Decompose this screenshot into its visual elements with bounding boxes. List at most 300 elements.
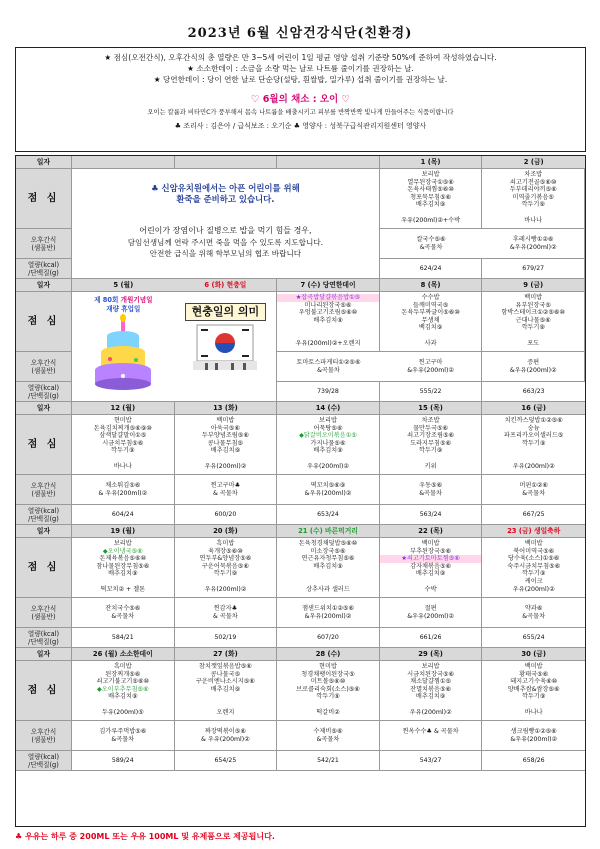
snack-item: 머핀①②⑥ bbox=[519, 481, 548, 489]
menu-item: 포도 bbox=[527, 339, 540, 347]
kcal-value: 667/25 bbox=[482, 505, 585, 525]
snack-menu bbox=[277, 352, 380, 382]
day-header-empty bbox=[277, 156, 380, 169]
menu-item bbox=[175, 693, 277, 701]
menu-item: 수수밥 bbox=[421, 294, 440, 301]
snack-item: &우유(200ml)② bbox=[510, 735, 558, 743]
lunch-menu bbox=[277, 292, 380, 352]
lunch-menu bbox=[380, 538, 483, 598]
snack-item: &곡물차 bbox=[111, 735, 135, 743]
snack-item: 떡꼬치⑤⑥⑨ bbox=[310, 481, 346, 489]
menu-item: 참나물된장무침⑤⑥ bbox=[96, 562, 150, 570]
lunch-menu bbox=[380, 661, 483, 721]
snack-item: 찐고구마♣ bbox=[210, 481, 241, 489]
snack-item: 김가루주먹밥⑤⑥ bbox=[99, 727, 147, 735]
menu-item: 쇠고기불고기⑤⑥⑩ bbox=[96, 678, 150, 686]
snack-item: 찐옥수수♣ & 곡물차 bbox=[402, 727, 459, 735]
menu-item: ★잡곡밥달걀볶음밥①⑤ bbox=[277, 294, 379, 302]
menu-item: 도라지무침⑤⑥ bbox=[410, 439, 452, 447]
snack-menu bbox=[277, 598, 380, 628]
snack-menu bbox=[380, 721, 483, 751]
menu-item: 청경채팽이된장국⑤ bbox=[301, 670, 355, 678]
menu-item: 황태국⑤⑥ bbox=[519, 670, 549, 678]
day-header: 22 (목) bbox=[380, 525, 483, 538]
menu-item: 돈육김치찌개⑤⑥⑨⑩ bbox=[93, 424, 152, 432]
date-label: 일자 bbox=[16, 402, 72, 415]
snack-label-line: 오후간식 bbox=[30, 481, 57, 490]
menu-item: 쇠고기전골⑤⑥⑩ bbox=[509, 178, 557, 186]
menu-item: 백미밥 bbox=[524, 540, 543, 547]
menu-item: 보리밥 bbox=[421, 171, 440, 178]
lunch-menu bbox=[175, 415, 278, 475]
menu-item: 흑미밥 bbox=[216, 540, 235, 547]
kcal-value: 658/26 bbox=[482, 751, 585, 771]
menu-item: 두부양념조림⑤⑥ bbox=[201, 432, 249, 440]
notice-box bbox=[15, 47, 586, 152]
menu-item: 미나리된장국⑤⑥ bbox=[304, 301, 352, 309]
snack-menu bbox=[482, 475, 585, 505]
kcal-label-line: 열량(kcal) bbox=[27, 506, 60, 515]
menu-item: 근대나물⑤⑥ bbox=[515, 316, 551, 324]
kcal-label bbox=[16, 505, 72, 525]
snack-menu bbox=[482, 598, 585, 628]
footer-note: ♣ 우유는 하루 중 200ML 또는 우유 100ML 및 유제품으로 제공됩니다. bbox=[15, 832, 275, 841]
snack-label bbox=[16, 475, 72, 505]
lunch-menu bbox=[72, 415, 175, 475]
menu-item: 함박스테이크①②⑤⑥⑩ bbox=[501, 309, 565, 317]
snack-item: & 우유(200ml)② bbox=[201, 735, 250, 743]
snack-item bbox=[430, 736, 432, 744]
menu-item: 연두부&양념장⑤⑥ bbox=[199, 555, 252, 563]
kcal-value: 584/21 bbox=[72, 628, 175, 648]
snack-item: 수제비⑤⑥ bbox=[313, 727, 343, 735]
kcal-value: 604/24 bbox=[72, 505, 175, 525]
staff-line: ♣ 조리사 : 김은아 / 급식보조 : 오기순 ♣ 영양사 : 성북구급식관리지원센터 영양사 bbox=[174, 122, 427, 130]
menu-item: 백미밥 bbox=[421, 540, 440, 547]
birthday-cake-icon bbox=[88, 314, 158, 392]
day-header: 19 (월) bbox=[72, 525, 175, 538]
menu-item: 북어미역국⑤⑥ bbox=[513, 547, 555, 555]
snack-item: 토마토스파게티①②⑤⑥ bbox=[296, 358, 361, 366]
menu-item: 백미밥 bbox=[524, 663, 543, 670]
menu-item: 돈육청경채덮밥⑤⑥⑩ bbox=[298, 540, 358, 547]
menu-item bbox=[380, 701, 482, 709]
kcal-value: 653/24 bbox=[277, 505, 380, 525]
menu-item: 유부된장국⑤ bbox=[515, 301, 551, 309]
lunch-menu bbox=[380, 169, 483, 229]
lunch-menu bbox=[277, 415, 380, 475]
menu-item: 연근유자청무침⑤⑥ bbox=[301, 555, 355, 563]
menu-item: 배추김치⑨ bbox=[313, 316, 343, 324]
kcal-value: 542/21 bbox=[277, 751, 380, 771]
snack-label-line: 오후간식 bbox=[30, 235, 57, 244]
kcal-value: 589/24 bbox=[72, 751, 175, 771]
lunch-label: 점 심 bbox=[16, 292, 72, 352]
snack-item: &곡물차 bbox=[316, 735, 340, 743]
closed-notice bbox=[72, 169, 380, 279]
kcal-value: 663/23 bbox=[482, 382, 585, 402]
monthly-vegetable-title: ♡ 6월의 채소 : 오이 ♡ bbox=[250, 94, 351, 105]
menu-item: 배추김치⑨ bbox=[415, 201, 446, 209]
snack-item: & 곡물차 bbox=[213, 489, 238, 497]
menu-item: ★쇠고기토마토찜⑤⑥ bbox=[380, 555, 482, 563]
menu-item: 파프리카오이샐러드⑤ bbox=[504, 432, 564, 440]
snack-menu bbox=[380, 229, 483, 259]
menu-item: 육개장⑤⑥⑩ bbox=[208, 547, 243, 555]
snack-menu bbox=[380, 352, 483, 382]
menu-item: 들깨미역국⑤ bbox=[412, 301, 449, 309]
menu-item: 깍두기⑨ bbox=[521, 324, 545, 332]
kcal-value: 600/20 bbox=[175, 505, 278, 525]
poster-text bbox=[94, 296, 152, 305]
snack-label-line: (샘물반) bbox=[31, 366, 56, 375]
menu-item: 미역줄기볶음⑤ bbox=[512, 193, 554, 201]
day-header: 7 (수) 당연한데이 bbox=[277, 279, 380, 292]
menu-item: 어묵탕⑤⑥ bbox=[313, 424, 343, 432]
lunch-menu bbox=[72, 661, 175, 721]
menu-item bbox=[277, 455, 379, 463]
snack-item: &곡물차 bbox=[111, 612, 135, 620]
kcal-label-line: /단백질(g) bbox=[28, 268, 59, 277]
menu-item: 백미밥 bbox=[524, 294, 543, 301]
closed-notice-line: ♣ 신암유치원에서는 아픈 어린이를 위해 bbox=[151, 183, 300, 193]
snack-menu bbox=[72, 721, 175, 751]
menu-item: 돈육두부짜글이⑤⑥⑩ bbox=[401, 309, 460, 317]
kcal-value: 661/26 bbox=[380, 628, 483, 648]
snack-label bbox=[16, 229, 72, 259]
lunch-menu bbox=[380, 292, 483, 352]
kcal-label-line: 열량(kcal) bbox=[27, 752, 60, 761]
menu-item bbox=[380, 455, 482, 463]
menu-item bbox=[380, 332, 482, 340]
snack-label-line: 오후간식 bbox=[30, 358, 57, 367]
menu-item: 브로콜리숙회(소스)⑤⑥ bbox=[296, 685, 360, 693]
menu-item: 시금치무침⑤⑥ bbox=[102, 439, 144, 447]
snack-item: 절편 bbox=[424, 604, 437, 612]
snack-item: 찐고구마 bbox=[418, 358, 443, 366]
snack-item: &곡물차 bbox=[522, 612, 546, 620]
menu-item: 우엉불고기조림⑤⑥⑩ bbox=[298, 309, 358, 317]
menu-item bbox=[482, 332, 584, 340]
snack-item: &우유(200ml)② bbox=[509, 243, 557, 251]
menu-item: 우유(200ml)②+수박 bbox=[401, 216, 461, 224]
menu-item: 배추김치⑨ bbox=[108, 693, 138, 701]
lunch-menu bbox=[482, 292, 585, 352]
menu-item: 삼색달걀말이①⑤ bbox=[99, 432, 147, 440]
kcal-label bbox=[16, 382, 72, 402]
lunch-menu bbox=[482, 169, 585, 229]
snack-item: &우유(200ml)② bbox=[304, 612, 352, 620]
kcal-value: 502/19 bbox=[175, 628, 278, 648]
snack-menu bbox=[482, 721, 585, 751]
menu-item: 양배추쌈&쌈장⑤⑥ bbox=[507, 685, 560, 693]
notice-line: ★ 당연한데이 : 당이 연한 날로 단순당(설탕, 흰쌀밥, 밀가루) 섭취 줄이기를 권장하는 날. bbox=[153, 75, 448, 84]
kcal-value: 624/24 bbox=[380, 259, 483, 279]
day-header: 27 (화) bbox=[175, 648, 278, 661]
snack-label bbox=[16, 352, 72, 382]
menu-item: 깍두기⑨ bbox=[418, 447, 443, 455]
menu-item: 배추김치⑨ bbox=[415, 693, 446, 701]
kcal-value: 655/24 bbox=[482, 628, 585, 648]
day-header: 21 (수) 바른먹거리 bbox=[277, 525, 380, 538]
menu-item: 숭늉 bbox=[527, 424, 540, 432]
snack-item: 증편 bbox=[527, 358, 540, 366]
lunch-menu bbox=[482, 538, 585, 598]
day-header: 30 (금) bbox=[482, 648, 585, 661]
notice-line: ★ 소소한데이 : 소금을 소량 먹는 날로 나트륨 줄이기를 권장하는 날. bbox=[187, 64, 414, 73]
kcal-label bbox=[16, 628, 72, 648]
menu-item: 우유(200ml)② bbox=[512, 585, 555, 593]
menu-item: 두유(200ml)⑤ bbox=[101, 708, 144, 716]
menu-item bbox=[175, 701, 277, 709]
menu-item bbox=[380, 578, 482, 586]
snack-item: 잼샌드위치①②⑤⑥ bbox=[301, 604, 355, 612]
snack-item: 찐감자♣ bbox=[213, 604, 238, 612]
kcal-value: 563/24 bbox=[380, 505, 483, 525]
lunch-menu bbox=[277, 661, 380, 721]
kcal-value: 739/28 bbox=[277, 382, 380, 402]
day-header-empty bbox=[72, 156, 175, 169]
kcal-label-line: 열량(kcal) bbox=[27, 383, 60, 392]
lunch-menu bbox=[482, 415, 585, 475]
day-header: 15 (목) bbox=[380, 402, 483, 415]
snack-item: 짜장떡볶이⑤⑥ bbox=[204, 727, 246, 735]
menu-item: 백김치⑨ bbox=[418, 324, 443, 332]
snack-menu bbox=[380, 598, 483, 628]
day-header: 29 (목) bbox=[380, 648, 483, 661]
menu-item: 가지나물⑤⑥ bbox=[310, 439, 346, 447]
menu-item: ◆닭갈비오이볶음①⑤ bbox=[299, 432, 357, 440]
menu-item: 콩나물무침⑤ bbox=[207, 439, 244, 447]
menu-item: 부추된장국⑤⑥ bbox=[410, 547, 452, 555]
menu-item: 채소달걀찜①⑤ bbox=[410, 678, 452, 686]
menu-item bbox=[277, 578, 379, 586]
snack-menu bbox=[482, 229, 585, 259]
closed-notice-line: 어린이가 장염이나 질병으로 밥을 먹기 힘들 경우, bbox=[139, 226, 312, 235]
day-header: 23 (금) 생일축하 bbox=[482, 525, 585, 538]
snack-label bbox=[16, 721, 72, 751]
menu-item: 돈육사태찜⑤⑥⑩ bbox=[407, 186, 454, 194]
lunch-label: 점 심 bbox=[16, 538, 72, 598]
closed-notice-line: 안전한 급식을 위해 학부모님의 협조 바랍니다 bbox=[149, 249, 302, 258]
notice-line: ★ 점심(오전간식), 오후간식의 총 열량은 만 3~5세 어린이 1일 평균 영양 섭취 기준량 50%에 준하여 작성하였습니다. bbox=[104, 53, 497, 62]
snack-menu bbox=[277, 475, 380, 505]
kcal-value: 679/27 bbox=[482, 259, 585, 279]
kcal-label bbox=[16, 259, 72, 279]
menu-item: 차조밥 bbox=[421, 417, 440, 424]
snack-item: &곡물차 bbox=[419, 489, 442, 497]
menu-item: 참치깻잎볶음밥⑤⑥ bbox=[198, 663, 252, 670]
menu-item: 우유(200ml)② bbox=[307, 462, 349, 470]
kcal-label-line: /단백질(g) bbox=[28, 391, 59, 400]
snack-label-line: (샘물반) bbox=[31, 489, 56, 498]
menu-item: 보리밥 bbox=[113, 540, 132, 547]
snack-menu bbox=[380, 475, 483, 505]
kcal-value: 555/22 bbox=[380, 382, 483, 402]
menu-item: 구운비엔나소시지⑤⑥ bbox=[195, 678, 255, 686]
korean-flag-icon bbox=[191, 321, 259, 371]
snack-item: &곡물차 bbox=[317, 366, 340, 374]
kcal-label-line: 열량(kcal) bbox=[27, 629, 60, 638]
snack-label-line: 오후간식 bbox=[30, 727, 57, 736]
menu-item: 미트볼⑤⑥⑩ bbox=[310, 678, 346, 686]
menu-item: 깍두기⑨ bbox=[521, 693, 546, 701]
day-header: 6 (화) 현충일 bbox=[175, 279, 278, 292]
menu-item: 배추김치⑨ bbox=[210, 447, 241, 455]
menu-item: 깍두기⑨ bbox=[521, 439, 546, 447]
snack-item: & 우유(200ml)② bbox=[98, 489, 148, 497]
snack-item: 생크림빵①②⑤⑥ bbox=[510, 727, 557, 735]
snack-label-line: (샘물반) bbox=[31, 735, 56, 744]
day-header: 20 (화) bbox=[175, 525, 278, 538]
snack-item: &우유(200ml)② bbox=[407, 612, 454, 620]
kcal-label-line: /단백질(g) bbox=[28, 514, 59, 523]
menu-item: 떡갈비② bbox=[316, 708, 340, 716]
menu-item: 시금치된장국⑤⑥ bbox=[407, 670, 455, 678]
snack-item: &곡물차 bbox=[419, 243, 443, 251]
menu-table bbox=[15, 155, 586, 827]
menu-item: 배추김치⑨ bbox=[313, 562, 343, 570]
menu-item: 치킨까스덮밥①②⑤⑥ bbox=[504, 417, 563, 424]
snack-menu bbox=[72, 598, 175, 628]
memorial-day-poster bbox=[175, 292, 278, 402]
poster-line: 개원기념일 bbox=[120, 296, 153, 304]
kcal-label-line: 열량(kcal) bbox=[27, 260, 60, 269]
menu-item bbox=[482, 701, 585, 709]
menu-item: 상추사과 샐러드 bbox=[306, 585, 350, 593]
menu-item bbox=[72, 578, 174, 586]
snack-menu bbox=[482, 352, 585, 382]
snack-menu bbox=[72, 475, 175, 505]
snack-menu bbox=[277, 721, 380, 751]
lunch-label: 점 심 bbox=[16, 661, 72, 721]
snack-item: & 곡물차 bbox=[213, 612, 238, 620]
kcal-label-line: /단백질(g) bbox=[28, 760, 59, 769]
menu-item bbox=[277, 570, 379, 578]
menu-item: 바나나 bbox=[524, 708, 543, 716]
closed-notice-line: 담임선생님께 연락 주시면 죽을 먹을 수 있도록 지도합니다. bbox=[127, 238, 324, 247]
menu-item: 숙주시금치무침⑤⑥ bbox=[507, 562, 561, 570]
date-label: 일자 bbox=[16, 156, 72, 169]
date-label: 일자 bbox=[16, 279, 72, 292]
menu-item: 감자채볶음⑤⑥ bbox=[410, 562, 452, 570]
poster-line: 제 80회 bbox=[94, 296, 121, 304]
menu-item: 백미밥 bbox=[216, 417, 235, 424]
day-header: 5 (월) bbox=[72, 279, 175, 292]
menu-item bbox=[175, 578, 277, 586]
lunch-menu bbox=[277, 538, 380, 598]
menu-item: 열무된장국①⑤⑥ bbox=[407, 178, 454, 186]
menu-item bbox=[380, 209, 482, 217]
snack-item: 칼국수⑤⑥ bbox=[416, 235, 446, 243]
menu-item: 떡꼬치② + 젤톤 bbox=[100, 585, 146, 593]
page-title: 2023년 6월 신암건강식단(친환경) bbox=[187, 26, 413, 41]
menu-item: 현미밥 bbox=[319, 663, 337, 670]
menu-item: ◆오이냉국⑤⑥ bbox=[102, 547, 143, 555]
snack-item: 채소튀김⑤⑥ bbox=[105, 481, 141, 489]
kcal-value: 654/25 bbox=[175, 751, 278, 771]
menu-item: 깍두기⑨ bbox=[521, 201, 545, 209]
closed-notice-line: 환죽을 준비하고 있습니다. bbox=[176, 194, 275, 204]
menu-item: ◆오이부추무침⑤⑥ bbox=[96, 685, 149, 693]
day-header: 26 (월) 소소한데이 bbox=[72, 648, 175, 661]
menu-item: 된장찌개⑤⑥ bbox=[105, 670, 141, 678]
menu-item bbox=[277, 332, 379, 340]
lunch-menu bbox=[175, 538, 278, 598]
menu-item: 무생채 bbox=[421, 316, 440, 324]
menu-item: 깍두기⑨ bbox=[213, 570, 238, 578]
day-header: 16 (금) bbox=[482, 402, 585, 415]
menu-item: 현미밥 bbox=[113, 417, 132, 424]
snack-item: 약과⑥ bbox=[524, 604, 543, 612]
day-header: 2 (금) bbox=[482, 156, 585, 169]
menu-item bbox=[72, 701, 174, 709]
day-header: 13 (화) bbox=[175, 402, 278, 415]
menu-item: 당수육(소스)①⑤⑥ bbox=[508, 555, 560, 563]
menu-item: 키위 bbox=[424, 462, 437, 470]
menu-item: 아욱국⑤⑥ bbox=[210, 424, 240, 432]
snack-label bbox=[16, 598, 72, 628]
memorial-title: 현충일의 의미 bbox=[185, 303, 267, 321]
menu-item: 오렌지 bbox=[216, 708, 235, 716]
snack-item: &우유(200ml)② bbox=[407, 366, 454, 374]
menu-item: 두부데리야끼⑤⑥ bbox=[509, 186, 557, 194]
monthly-vegetable-description: 오이는 칼륨과 비타민C가 풍부해서 몸속 나트륨을 배출시키고 피부를 반짝반짝 빛나게 만들어주는 식품이랍니다 bbox=[147, 109, 454, 116]
day-header-empty bbox=[175, 156, 278, 169]
snack-menu bbox=[175, 598, 278, 628]
anniversary-poster bbox=[72, 292, 175, 402]
menu-item: 미소장국⑤⑥ bbox=[310, 547, 346, 555]
menu-item: 우유(200ml)② bbox=[204, 462, 247, 470]
menu-item: 쇠고기장조림⑤⑥ bbox=[407, 432, 455, 440]
menu-item bbox=[482, 447, 585, 455]
menu-item bbox=[482, 455, 585, 463]
menu-item: 바나나 bbox=[524, 216, 543, 224]
lunch-label: 점 심 bbox=[16, 169, 72, 229]
lunch-menu bbox=[72, 538, 175, 598]
menu-item: 보리밥 bbox=[421, 663, 440, 670]
menu-item: 깍두기⑨ bbox=[111, 447, 135, 455]
date-label: 일자 bbox=[16, 648, 72, 661]
menu-item: 우유(200ml)② bbox=[512, 462, 555, 470]
snack-item: &곡물차 bbox=[522, 489, 546, 497]
date-label: 일자 bbox=[16, 525, 72, 538]
day-header: 1 (목) bbox=[380, 156, 483, 169]
menu-item: 돈제육볶음⑤⑥⑩ bbox=[99, 555, 147, 563]
menu-item: 깍두기⑨ bbox=[521, 570, 546, 578]
menu-item: 배추김치⑨ bbox=[108, 570, 138, 578]
day-header: 12 (월) bbox=[72, 402, 175, 415]
kcal-label-line: /단백질(g) bbox=[28, 637, 59, 646]
snack-label-line: (샘물반) bbox=[31, 243, 56, 252]
menu-item: 바나나 bbox=[113, 462, 132, 470]
menu-item: 청포묵무침⑤⑥ bbox=[410, 193, 452, 201]
snack-label-line: (샘물반) bbox=[31, 612, 56, 621]
lunch-menu bbox=[380, 415, 483, 475]
kcal-value: 607/20 bbox=[277, 628, 380, 648]
snack-item: 후레시빵①②⑥ bbox=[512, 235, 554, 243]
menu-item: 배추김치⑨ bbox=[210, 685, 241, 693]
menu-item: 흑미밥 bbox=[113, 663, 132, 670]
menu-item bbox=[277, 701, 379, 709]
menu-item: 우유(200ml)② bbox=[204, 585, 247, 593]
kcal-label bbox=[16, 751, 72, 771]
snack-item: 우동⑤⑥ bbox=[419, 481, 443, 489]
menu-item: 콩나물국⑤ bbox=[210, 670, 241, 678]
snack-item: &우유(200ml)② bbox=[304, 489, 352, 497]
lunch-menu bbox=[482, 661, 585, 721]
menu-item: 수박 bbox=[424, 585, 437, 593]
